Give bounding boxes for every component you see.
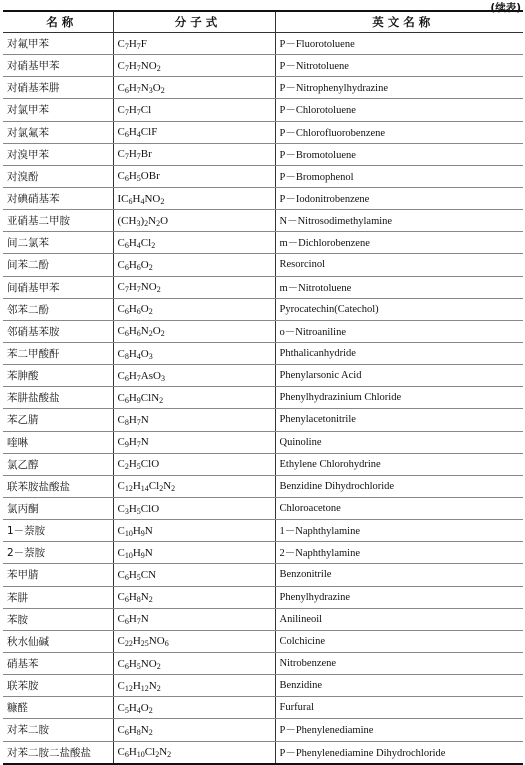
table-row [3, 475, 523, 497]
chemical-name: 邻苯二酚 [3, 298, 113, 320]
chemical-name: 对溴酚 [3, 165, 113, 187]
molecular-formula: $C_6H_6N_2O_2$ [113, 320, 275, 342]
molecular-formula: $C_6H_4ClF$ [113, 121, 275, 143]
table-row [3, 453, 523, 475]
molecular-formula: $C_7H_7Br$ [113, 143, 275, 165]
chemical-name: 苯胂酸 [3, 365, 113, 387]
chemical-name: 苯胺 [3, 608, 113, 630]
chemical-name: 对硝基苯肼 [3, 77, 113, 99]
table-row [3, 232, 523, 254]
table-row [3, 387, 523, 409]
english-name: P－Bromophenol [275, 165, 523, 187]
chemical-name: 苯乙腈 [3, 409, 113, 431]
chemical-name: 糠醛 [3, 697, 113, 719]
chemical-name: 对苯二胺二盐酸盐 [3, 741, 113, 764]
table-row [3, 608, 523, 630]
header-row [3, 11, 523, 33]
molecular-formula: $C_6H_7N$ [113, 608, 275, 630]
chemical-table [3, 10, 523, 765]
table-row [3, 254, 523, 276]
table-row [3, 520, 523, 542]
chemical-name: 对氟甲苯 [3, 33, 113, 55]
table-row [3, 542, 523, 564]
molecular-formula: $C_7H_7NO_2$ [113, 276, 275, 298]
molecular-formula: $C_7H_7F$ [113, 33, 275, 55]
chemical-name: 苯甲腈 [3, 564, 113, 586]
english-name: m－Nitrotoluene [275, 276, 523, 298]
molecular-formula: $C_6H_6O_2$ [113, 254, 275, 276]
molecular-formula: $C_{22}H_{25}NO_6$ [113, 630, 275, 652]
table-header [3, 11, 523, 33]
english-name: N－Nitrosodimethylamine [275, 210, 523, 232]
table-row [3, 719, 523, 741]
table-row [3, 33, 523, 55]
english-name: 1－Naphthylamine [275, 520, 523, 542]
chemical-name: 苯二甲酸酐 [3, 342, 113, 364]
chemical-name: 氯乙醇 [3, 453, 113, 475]
english-name: Colchicine [275, 630, 523, 652]
table-body [3, 33, 523, 764]
molecular-formula: $C_5H_4O_2$ [113, 697, 275, 719]
table-row [3, 630, 523, 652]
chemical-name: 对苯二胺 [3, 719, 113, 741]
molecular-formula: $C_6H_8N_2$ [113, 586, 275, 608]
english-name: Nitrobenzene [275, 652, 523, 674]
continued-label: (续表) [490, 2, 521, 14]
english-name: Phenylarsonic Acid [275, 365, 523, 387]
table-row [3, 652, 523, 674]
table-row [3, 143, 523, 165]
molecular-formula: $C_8H_7N$ [113, 409, 275, 431]
table-row [3, 99, 523, 121]
molecular-formula: $(CH_3)_2N_2O$ [113, 210, 275, 232]
chemical-name: 对氯氟苯 [3, 121, 113, 143]
english-name: P－Chlorofluorobenzene [275, 121, 523, 143]
chemical-name: 间苯二酚 [3, 254, 113, 276]
english-name: Phenylhydrazine [275, 586, 523, 608]
table-row [3, 165, 523, 187]
table-row [3, 187, 523, 209]
chemical-name: 邻硝基苯胺 [3, 320, 113, 342]
molecular-formula: $IC_6H_4NO_2$ [113, 187, 275, 209]
english-name: P－Fluorotoluene [275, 33, 523, 55]
english-name: Benzonitrile [275, 564, 523, 586]
molecular-formula: $C_{12}H_{14}Cl_2N_2$ [113, 475, 275, 497]
table-row [3, 342, 523, 364]
molecular-formula: $C_7H_7Cl$ [113, 99, 275, 121]
english-name: Anilineoil [275, 608, 523, 630]
table-row [3, 586, 523, 608]
chemical-name: 氯丙酮 [3, 497, 113, 519]
table-row [3, 564, 523, 586]
english-name: 2－Naphthylamine [275, 542, 523, 564]
chemical-name: 对溴甲苯 [3, 143, 113, 165]
english-name: P－Phenylenediamine [275, 719, 523, 741]
english-name: Phenylacetonitrile [275, 409, 523, 431]
chemical-name: 对硝基甲苯 [3, 55, 113, 77]
english-name: P－Bromotoluene [275, 143, 523, 165]
chemical-name: 联苯胺盐酸盐 [3, 475, 113, 497]
chemical-name: 秋水仙碱 [3, 630, 113, 652]
header-name: 名 称 [3, 11, 113, 33]
english-name: Phthalicanhydride [275, 342, 523, 364]
molecular-formula: $C_6H_5OBr$ [113, 165, 275, 187]
molecular-formula: $C_6H_8N_2$ [113, 719, 275, 741]
molecular-formula: $C_6H_6O_2$ [113, 298, 275, 320]
molecular-formula: $C_6H_7N_3O_2$ [113, 77, 275, 99]
english-name: Chloroacetone [275, 497, 523, 519]
english-name: P－Iodonitrobenzene [275, 187, 523, 209]
molecular-formula: $C_6H_4Cl_2$ [113, 232, 275, 254]
molecular-formula: $C_2H_5ClO$ [113, 453, 275, 475]
english-name: o－Nitroaniline [275, 320, 523, 342]
table-row [3, 55, 523, 77]
english-name: P－Chlorotoluene [275, 99, 523, 121]
header-formula: 分 子 式 [113, 11, 275, 33]
english-name: Ethylene Chlorohydrine [275, 453, 523, 475]
chemical-name: 苯肼 [3, 586, 113, 608]
molecular-formula: $C_6H_9ClN_2$ [113, 387, 275, 409]
english-name: Furfural [275, 697, 523, 719]
english-name: P－Nitrophenylhydrazine [275, 77, 523, 99]
english-name: Benzidine Dihydrochloride [275, 475, 523, 497]
chemical-name: 对氯甲苯 [3, 99, 113, 121]
table-row [3, 320, 523, 342]
table-row [3, 365, 523, 387]
chemical-name: 亚硝基二甲胺 [3, 210, 113, 232]
english-name: Quinoline [275, 431, 523, 453]
english-name: P－Nitrotoluene [275, 55, 523, 77]
table-row [3, 741, 523, 764]
english-name: Benzidine [275, 675, 523, 697]
table-row [3, 675, 523, 697]
molecular-formula: $C_3H_5ClO$ [113, 497, 275, 519]
table-row [3, 431, 523, 453]
table-row [3, 121, 523, 143]
english-name: Pyrocatechin(Catechol) [275, 298, 523, 320]
molecular-formula: $C_9H_7N$ [113, 431, 275, 453]
english-name: P－Phenylenediamine Dihydrochloride [275, 741, 523, 764]
english-name: m－Dichlorobenzene [275, 232, 523, 254]
molecular-formula: $C_6H_5CN$ [113, 564, 275, 586]
chemical-name: 2－萘胺 [3, 542, 113, 564]
chemical-name: 间硝基甲苯 [3, 276, 113, 298]
table-row [3, 497, 523, 519]
molecular-formula: $C_8H_4O_3$ [113, 342, 275, 364]
chemical-name: 对碘硝基苯 [3, 187, 113, 209]
table-row [3, 697, 523, 719]
chemical-name: 硝基苯 [3, 652, 113, 674]
molecular-formula: $C_{10}H_9N$ [113, 542, 275, 564]
table-row [3, 276, 523, 298]
english-name: Phenylhydrazinium Chloride [275, 387, 523, 409]
molecular-formula: $C_6H_5NO_2$ [113, 652, 275, 674]
molecular-formula: $C_{12}H_{12}N_2$ [113, 675, 275, 697]
molecular-formula: $C_6H_{10}Cl_2N_2$ [113, 741, 275, 764]
table-row [3, 77, 523, 99]
english-name: Resorcinol [275, 254, 523, 276]
table-row [3, 409, 523, 431]
chemical-name: 1－萘胺 [3, 520, 113, 542]
molecular-formula: $C_7H_7NO_2$ [113, 55, 275, 77]
header-english: 英 文 名 称 [275, 11, 523, 33]
chemical-name: 间二氯苯 [3, 232, 113, 254]
molecular-formula: $C_{10}H_9N$ [113, 520, 275, 542]
chemical-name: 联苯胺 [3, 675, 113, 697]
table-row [3, 298, 523, 320]
table-row [3, 210, 523, 232]
chemical-name: 苯肼盐酸盐 [3, 387, 113, 409]
chemical-name: 喹啉 [3, 431, 113, 453]
molecular-formula: $C_6H_7AsO_3$ [113, 365, 275, 387]
